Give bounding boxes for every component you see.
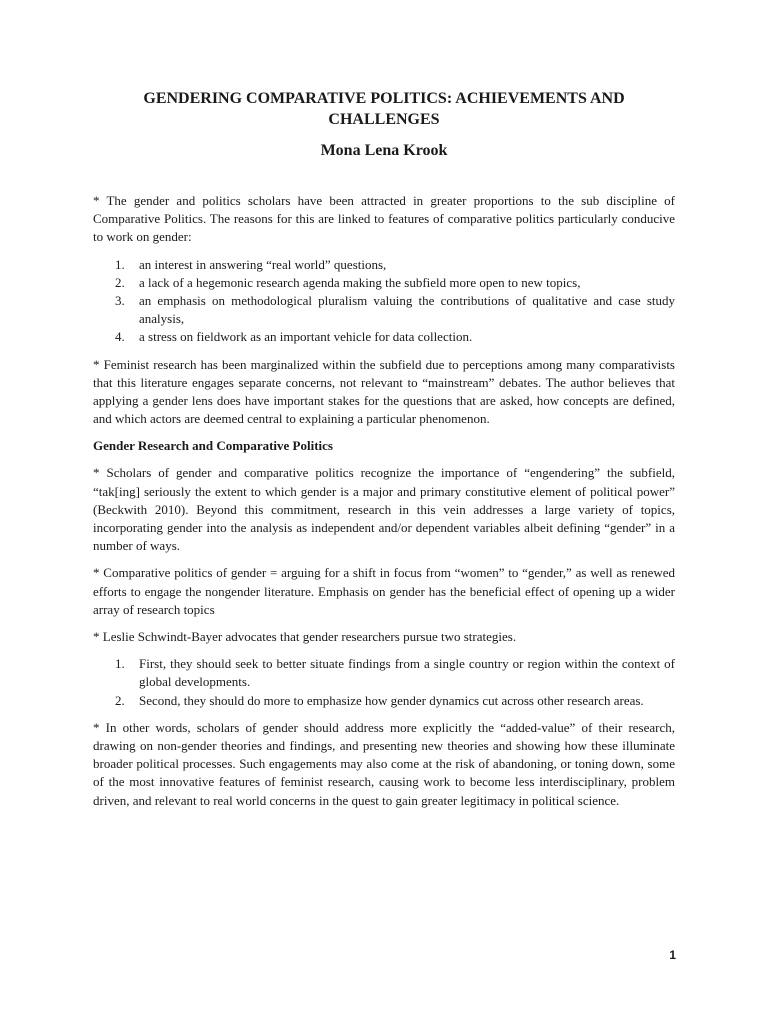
added-value-paragraph: * In other words, scholars of gender should address more explicitly the “added-value” of their research, drawing on non-gender theories and findings, and presenting new theories and showing how these illuminate broader political processes. Such engagements may also come at the risk of abandoning, or toning down, some of the most innovative features of feminist research, causing work to become less interdisciplinary, problem driven, and relevant to real world concerns in the quest to gain greater legitimacy in political science. bbox=[93, 719, 675, 808]
list-item-number: 3. bbox=[115, 293, 125, 309]
list-item-text: an interest in answering “real world” questions, bbox=[139, 256, 387, 272]
list-item-text: a lack of a hegemonic research agenda making the subfield more open to new topics, bbox=[139, 274, 581, 290]
list-item-number: 1. bbox=[115, 656, 125, 672]
reasons-list bbox=[93, 256, 675, 347]
strategies-paragraph: * Leslie Schwindt-Bayer advocates that gender researchers pursue two strategies. bbox=[93, 629, 517, 645]
gender-shift-paragraph: * Comparative politics of gender = arguing for a shift in focus from “women” to “gender,” as well as renewed efforts to engage the nongender literature. Emphasis on gender has the beneficial effect of opening up a wider array of research topics bbox=[93, 565, 675, 617]
list-item bbox=[93, 655, 675, 691]
engendering-paragraph: * Scholars of gender and comparative politics recognize the importance of “engendering” the subfield, “tak[ing] seriously the extent to which gender is a major and primary constitutive element of political power” (Beckwith 2010). Beyond this commitment, research in this vein addresses a large variety of topics, incorporating gender into the analysis as independent and/or dependent variables albeit defining “gender” in a number of ways. bbox=[93, 465, 675, 554]
list-item-number: 2. bbox=[115, 274, 125, 290]
list-item-text: Second, they should do more to emphasize how gender dynamics cut across other research areas. bbox=[139, 692, 644, 708]
list-item bbox=[93, 292, 675, 328]
document-author: Mona Lena Krook bbox=[320, 142, 448, 159]
list-item bbox=[93, 328, 675, 346]
list-item bbox=[93, 256, 675, 274]
list-item bbox=[93, 274, 675, 292]
strategies-list bbox=[93, 655, 675, 710]
document-title: GENDERING COMPARATIVE POLITICS: ACHIEVEMENTS AND CHALLENGES bbox=[143, 90, 625, 128]
list-item-text: a stress on fieldwork as an important vehicle for data collection. bbox=[139, 329, 473, 345]
list-item-number: 2. bbox=[115, 692, 125, 708]
page-number: 1 bbox=[669, 948, 676, 962]
document-body bbox=[93, 88, 675, 810]
list-item bbox=[93, 692, 675, 710]
list-item-text: First, they should seek to better situate findings from a single country or region within the context of global developments. bbox=[139, 656, 675, 690]
intro-paragraph: * The gender and politics scholars have been attracted in greater proportions to the sub discipline of Comparative Politics. The reasons for this are linked to features of comparative politics particularly conducive to work on gender: bbox=[93, 193, 675, 245]
list-item-number: 1. bbox=[115, 256, 125, 272]
list-item-number: 4. bbox=[115, 329, 125, 345]
section-heading: Gender Research and Comparative Politics bbox=[93, 438, 333, 454]
feminist-research-paragraph: * Feminist research has been marginalized within the subfield due to perceptions among many comparativists that this literature engages separate concerns, not relevant to “mainstream” debates. The author believes that applying a gender lens does have important stakes for the questions that are asked, how concepts are defined, and which actors are deemed central to explaining a particular phenomenon. bbox=[93, 356, 675, 427]
list-item-text: an emphasis on methodological pluralism valuing the contributions of qualitative and case study analysis, bbox=[139, 293, 675, 327]
